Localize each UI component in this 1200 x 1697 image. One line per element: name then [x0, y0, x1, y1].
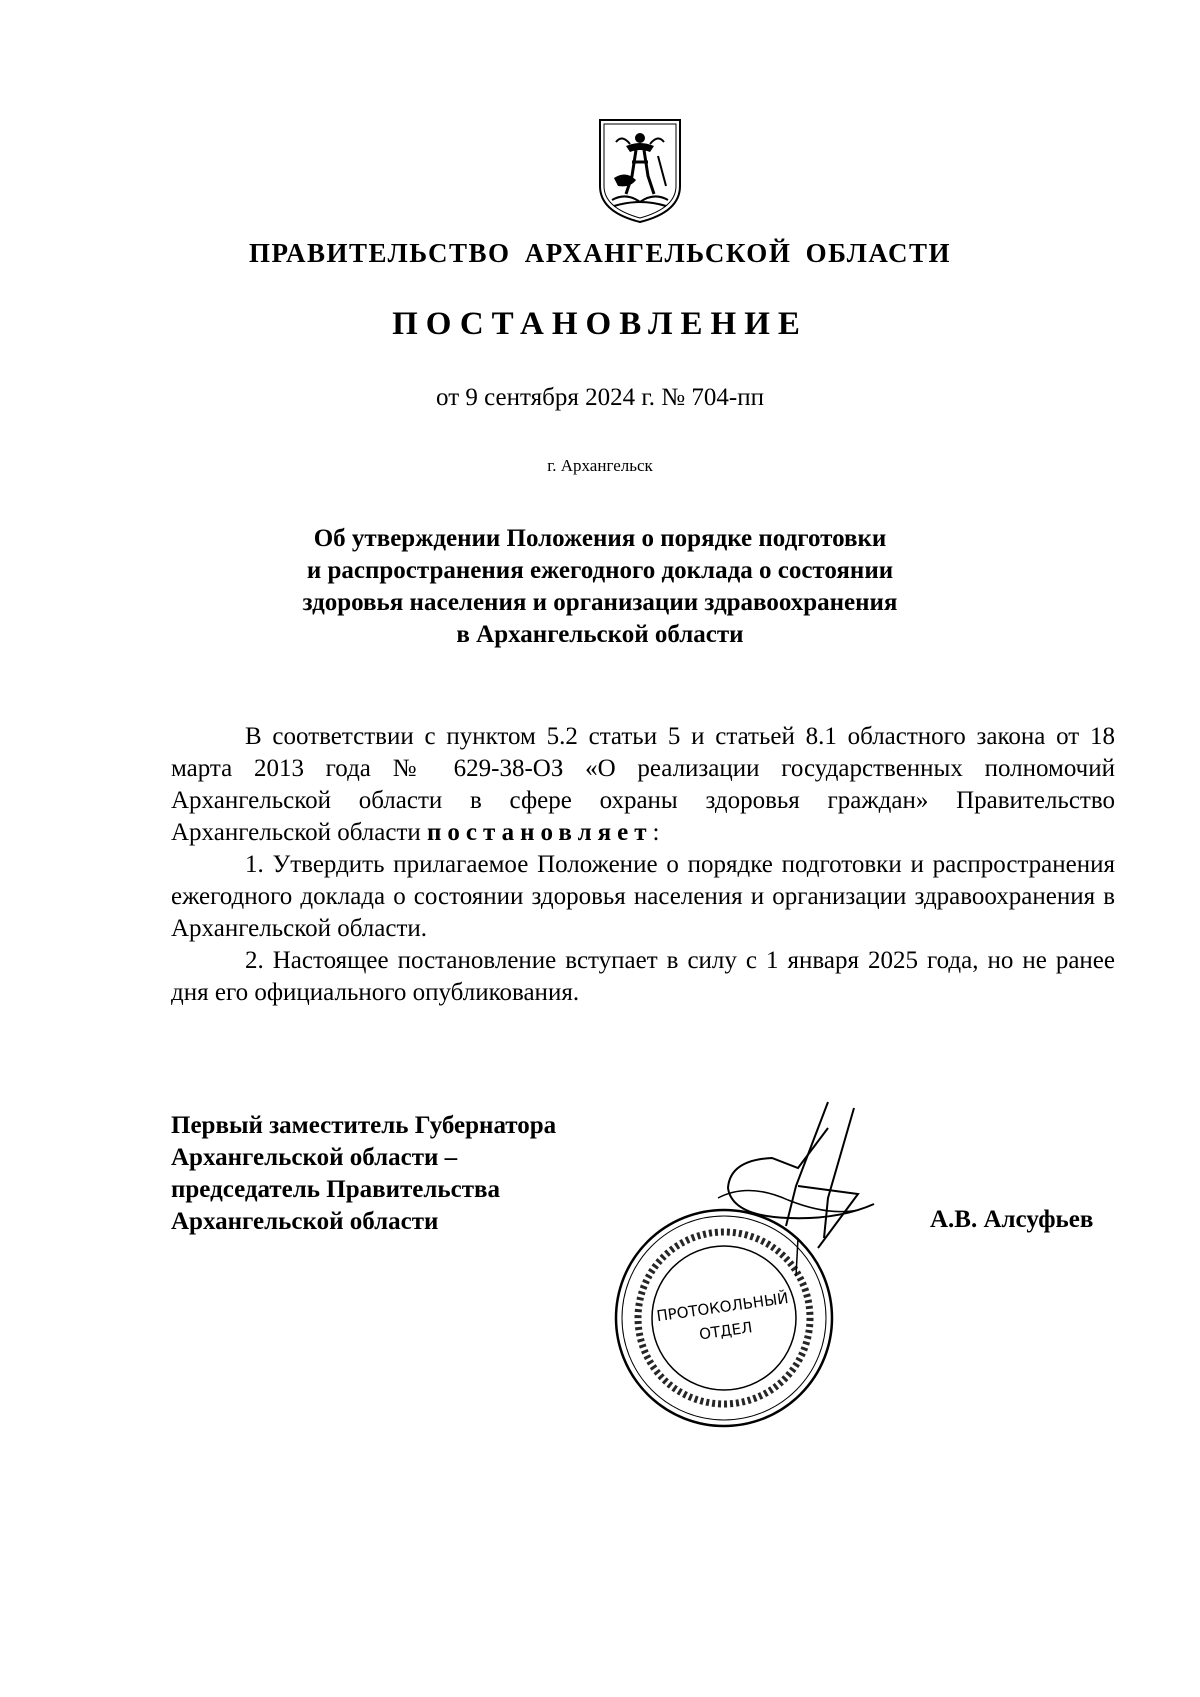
subject-line: в Архангельской области: [456, 621, 744, 648]
subject-line: и распространения ежегодного доклада о состоянии: [306, 557, 894, 584]
subject-line: Об утверждении Положения о порядке подготовки: [313, 525, 887, 552]
item-2-paragraph: 2. Настоящее постановление вступает в силу с 1 января 2025 года, но не ранее дня его официального опубликования.: [171, 947, 1115, 1006]
role-line: Первый заместитель Губернатора: [171, 1112, 557, 1139]
document-type-heading: ПОСТАНОВЛЕНИЕ: [392, 306, 808, 342]
document-date-number: от 9 сентября 2024 г. № 704-пп: [436, 384, 764, 411]
resolves-word: постановляет: [427, 819, 653, 846]
signatory-role: [171, 1110, 556, 1238]
coat-of-arms-icon: [596, 116, 684, 224]
document-subject: [270, 523, 930, 651]
signatory-name: А.В. Алсуфьев: [930, 1206, 1094, 1233]
item-1-paragraph: 1. Утвердить прилагаемое Положение о порядке подготовки и распространения ежегодного доклада о состоянии здоровья населения и организации здравоохранения в Архангельской области.: [171, 851, 1115, 942]
resolves-colon: :: [652, 819, 660, 846]
stamp-inner-line-2: ОТДЕЛ: [698, 1318, 754, 1344]
organization-title: ПРАВИТЕЛЬСТВО АРХАНГЕЛЬСКОЙ ОБЛАСТИ: [248, 238, 952, 268]
role-line: председатель Правительства: [171, 1176, 501, 1203]
role-line: Архангельской области –: [171, 1144, 458, 1171]
role-line: Архангельской области: [171, 1208, 439, 1235]
subject-line: здоровья населения и организации здравоохранения: [302, 589, 898, 616]
preamble-paragraph: [171, 721, 1115, 849]
stamp-inner-line-1: ПРОТОКОЛЬНЫЙ: [655, 1288, 790, 1326]
document-place: г. Архангельск: [547, 456, 653, 475]
document-body: [171, 721, 1115, 1009]
preamble-text: В соответствии с пунктом 5.2 статьи 5 и статьей 8.1 областного закона от 18 марта 2013 года № 629-38-ОЗ «О реализации государственных полномочий Архангельской области в сфере охраны здоровья граждан» Правительство Архангельской области: [171, 723, 1115, 846]
handwritten-signature: [678, 1098, 892, 1296]
